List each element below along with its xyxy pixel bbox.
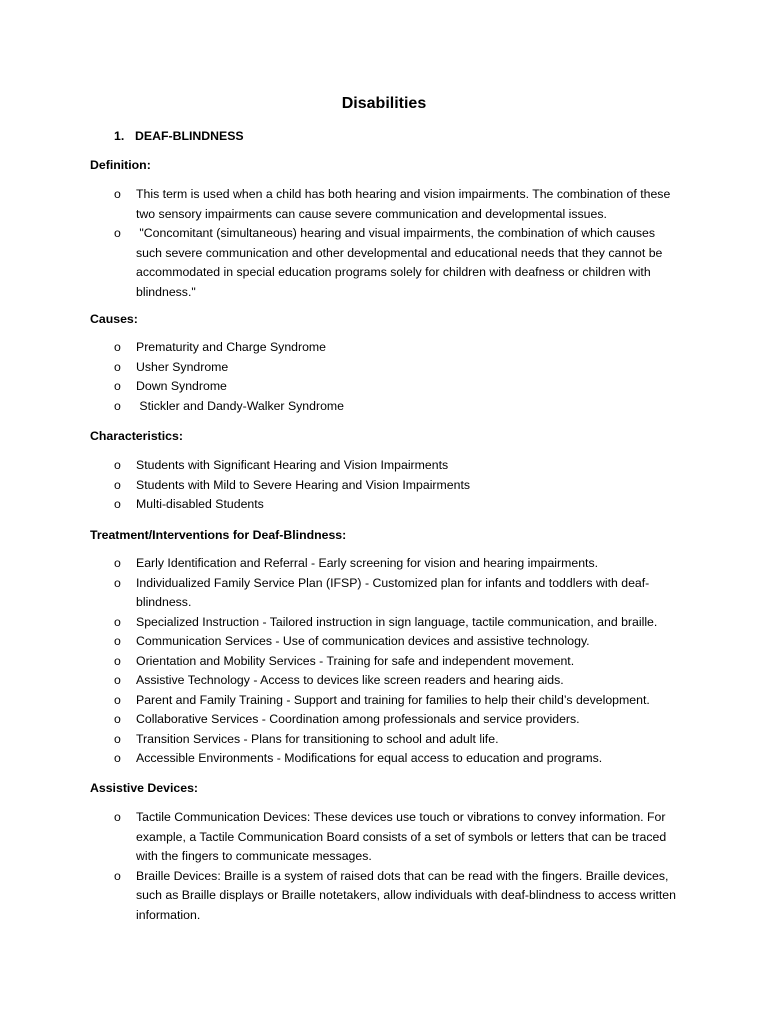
section-number: 1. [114, 129, 125, 143]
list-item: o This term is used when a child has both hearing and vision impairments. The combination of these two sensory impairments can cause severe communication and developmental issues. [114, 187, 671, 221]
characteristics-list [114, 456, 684, 515]
list-item: o Multi-disabled Students [114, 495, 684, 515]
characteristics-label: Characteristics: [90, 429, 183, 443]
bullet-icon: o [114, 340, 121, 354]
list-item: o Communication Services - Use of communication devices and assistive technology. [114, 632, 684, 652]
list-item: o Individualized Family Service Plan (IFSP) - Customized plan for infants and toddlers with deaf-blindness. [114, 575, 650, 609]
assistive-devices-label: Assistive Devices: [90, 781, 199, 795]
causes-label: Causes: [90, 312, 138, 326]
bullet-icon: o [114, 614, 121, 629]
bullet-icon: o [114, 634, 121, 648]
list-item: o "Concomitant (simultaneous) hearing and visual impairments, the combination of which causes such severe communication and other developmental and educational needs that they cannot be accommodated in special education programs solely for children with deafness or children with blindness." [114, 226, 663, 299]
bullet-icon: o [114, 712, 121, 726]
list-item: o Accessible Environments - Modifications for equal access to education and programs. [114, 749, 684, 769]
list-item: o Collaborative Services - Coordination among professionals and service providers. [114, 710, 684, 730]
list-item: o Assistive Technology - Access to devices like screen readers and hearing aids. [114, 671, 684, 691]
section-heading [114, 127, 244, 147]
bullet-icon: o [114, 359, 121, 374]
section-name: DEAF-BLINDNESS [135, 129, 244, 143]
bullet-icon: o [114, 673, 121, 687]
definition-list [114, 185, 684, 302]
list-item: o Down Syndrome [114, 377, 684, 397]
list-item: o Tactile Communication Devices: These devices use touch or vibrations to convey information. For example, a Tactile Communication Board consists of a set of symbols or letters that can be traced with the fingers to communicate messages. [114, 810, 667, 863]
bullet-icon: o [114, 575, 121, 590]
page-title: Disabilities [341, 95, 427, 112]
bullet-icon: o [114, 556, 121, 570]
bullet-icon: o [114, 497, 121, 511]
bullet-icon: o [114, 692, 121, 707]
bullet-icon: o [114, 477, 121, 492]
list-item: o Usher Syndrome [114, 358, 684, 378]
bullet-icon: o [114, 398, 121, 413]
list-item: o Prematurity and Charge Syndrome [114, 338, 684, 358]
treatment-label: Treatment/Interventions for Deaf-Blindness: [90, 528, 347, 542]
list-item: o Specialized Instruction - Tailored instruction in sign language, tactile communication, and braille. [114, 613, 684, 633]
bullet-icon: o [114, 187, 121, 201]
treatment-list [114, 554, 684, 769]
list-item: o Stickler and Dandy-Walker Syndrome [114, 397, 684, 417]
list-item: o Braille Devices: Braille is a system of raised dots that can be read with the fingers. Braille devices, such as Braille displays or Braille notetakers, allow individuals with deaf-blindness to access written information. [114, 868, 676, 922]
definition-label: Definition: [90, 158, 151, 172]
list-item: o Parent and Family Training - Support and training for families to help their child’s development. [114, 691, 684, 711]
bullet-icon: o [114, 751, 121, 765]
assistive-devices-list [114, 808, 684, 925]
bullet-icon: o [114, 458, 121, 472]
bullet-icon: o [114, 379, 121, 393]
bullet-icon: o [114, 653, 121, 668]
list-item: o Students with Significant Hearing and Vision Impairments [114, 456, 684, 476]
causes-list [114, 338, 684, 416]
bullet-icon: o [114, 868, 121, 883]
bullet-icon: o [114, 226, 121, 240]
list-item: o Orientation and Mobility Services - Training for safe and independent movement. [114, 652, 684, 672]
list-item: o Transition Services - Plans for transitioning to school and adult life. [114, 730, 684, 750]
list-item: o Students with Mild to Severe Hearing and Vision Impairments [114, 476, 684, 496]
list-item: o Early Identification and Referral - Early screening for vision and hearing impairments. [114, 554, 684, 574]
bullet-icon: o [114, 810, 121, 824]
bullet-icon: o [114, 731, 121, 746]
